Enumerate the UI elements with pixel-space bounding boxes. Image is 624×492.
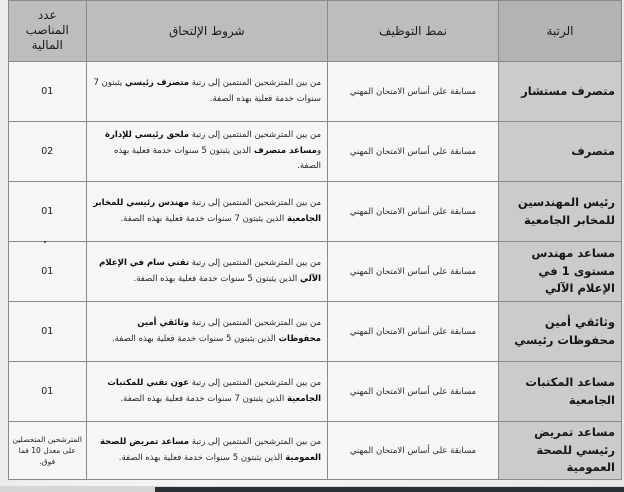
rank-cell: متصرف مستشار <box>498 62 621 122</box>
cond-text: من بين المترشحين المنتمين إلى رتبة <box>189 129 322 140</box>
header-count-line1: عدد <box>37 8 57 22</box>
rank-cell: مساعد تمريض رئيسي للصحة العمومية <box>498 422 621 480</box>
count-cell: 02 <box>9 122 87 182</box>
cond-text: من بين المترشحين المنتمين إلى رتبة <box>189 197 322 208</box>
header-count-line3: المالية <box>31 38 63 52</box>
cond-rank-bold: مساعد تمريض للصحة العمومية <box>100 436 322 463</box>
header-count <box>9 1 87 62</box>
method-cell: مسابقة على أساس الامتحان المهني <box>328 62 499 122</box>
cond-text: و <box>316 145 322 156</box>
scan-speck <box>44 241 46 243</box>
cond-rank-bold: متصرف رئيسي <box>125 77 190 88</box>
cond-text: من بين المترشحين المنتمين إلى رتبة <box>189 257 322 268</box>
dark-edge-strip <box>155 487 624 492</box>
conditions-cell <box>86 62 328 122</box>
header-rank: الرتبة <box>498 1 621 62</box>
cond-text: من بين المترشحين المنتمين إلى رتبة <box>189 317 322 328</box>
rank-cell: متصرف <box>498 122 621 182</box>
count-cell: 01 <box>9 62 87 122</box>
method-cell: مسابقة على أساس الامتحان المهني <box>328 422 499 480</box>
cond-text: الذين يثبتون 7 سنوات خدمة فعلية بهذه الصفة. <box>120 393 287 404</box>
header-method: نمط التوظيف <box>328 1 499 62</box>
cond-text: الذين يثبتون 5 سنوات خدمة فعلية بهذه الصفة. <box>112 333 279 344</box>
conditions-cell <box>86 362 328 422</box>
cond-text: الذين يثبتون 7 سنوات خدمة فعلية بهذه الصفة. <box>120 213 287 224</box>
cond-text: من بين المترشحين المنتمين إلى رتبة <box>189 377 322 388</box>
method-cell: مسابقة على أساس الامتحان المهني <box>328 182 499 242</box>
method-cell: مسابقة على أساس الامتحان المهني <box>328 302 499 362</box>
count-cell: المترشحين المتحصلين على معدل 10 فما فوق. <box>9 422 87 480</box>
table-row <box>9 182 622 242</box>
cond-text: من بين المترشحين المنتمين إلى رتبة <box>189 436 322 447</box>
rank-cell: رئيس المهندسين للمخابر الجامعية <box>498 182 621 242</box>
header-count-line2: المناصب <box>25 23 69 37</box>
conditions-cell <box>86 242 328 302</box>
count-cell: 01 <box>9 362 87 422</box>
cond-rank-bold: مهندس رئيسي للمخابر الجامعية <box>93 197 322 224</box>
cond-text: من بين المترشحين المنتمين إلى رتبة <box>189 77 322 88</box>
table-row <box>9 62 622 122</box>
cond-text: يثبتون 7 سنوات خدمة فعلية بهذه الصفة. <box>93 77 322 104</box>
method-cell: مسابقة على أساس الامتحان المهني <box>328 122 499 182</box>
cond-rank-bold: ملحق رئيسي للإدارة <box>104 129 190 140</box>
table-row <box>9 302 622 362</box>
header-conditions: شروط الإلتحاق <box>86 1 328 62</box>
rank-cell: مساعد المكتبات الجامعية <box>498 362 621 422</box>
bottom-edge <box>0 486 624 492</box>
conditions-cell <box>86 422 328 480</box>
rank-cell: وثائقي أمين محفوظات رئيسي <box>498 302 621 362</box>
conditions-cell <box>86 122 328 182</box>
table-row <box>9 422 622 480</box>
cond-text: الذين يثبتون 5 سنوات خدمة فعلية بهذه الصفة. <box>133 273 300 284</box>
cond-rank-bold-2: مساعد متصرف <box>253 145 317 156</box>
count-cell: 01 <box>9 302 87 362</box>
table-row <box>9 362 622 422</box>
cond-rank-bold: تقني سام في الإعلام الآلي <box>99 257 322 284</box>
cond-rank-bold: عون تقني للمكتبات الجامعية <box>107 377 322 404</box>
positions-table <box>8 0 622 480</box>
count-cell: 01 <box>9 182 87 242</box>
count-cell: 01 <box>9 242 87 302</box>
rank-cell: مساعد مهندس مستوى 1 في الإعلام الآلي <box>498 242 621 302</box>
table-row <box>9 122 622 182</box>
method-cell: مسابقة على أساس الامتحان المهني <box>328 242 499 302</box>
method-cell: مسابقة على أساس الامتحان المهني <box>328 362 499 422</box>
cond-text: الذين يثبتون 5 سنوات خدمة فعلية بهذه الصفة. <box>118 452 286 463</box>
cond-text: الذين يثبتون 5 سنوات خدمة فعلية بهذه الصفة. <box>114 145 322 172</box>
table-header-row <box>9 1 622 62</box>
conditions-cell <box>86 182 328 242</box>
cond-rank-bold: وثائقي أمين محفوظات <box>137 317 322 344</box>
table-row <box>9 242 622 302</box>
conditions-cell <box>86 302 328 362</box>
